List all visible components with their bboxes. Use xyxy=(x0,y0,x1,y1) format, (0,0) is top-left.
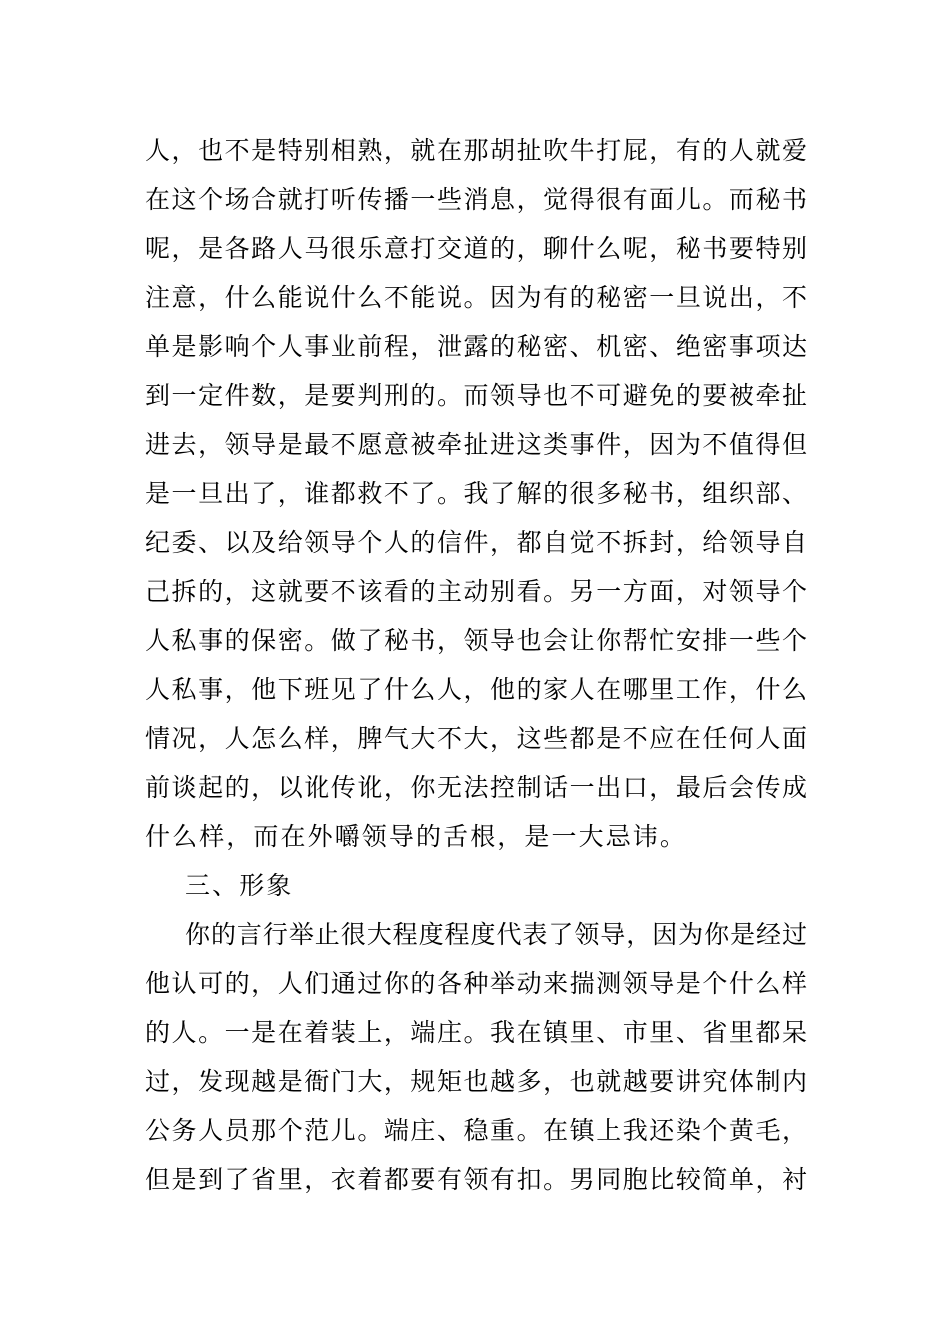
paragraph-last-line: 什么样，而在外嚼领导的舌根，是一大忌讳。 xyxy=(145,822,688,851)
paragraph-first-line: 你的言行举止很大程度程度代表了领导，因为你是经过 xyxy=(185,920,807,949)
paragraph-line: 到一定件数，是要判刑的。而领导也不可避免的要被牵扯 xyxy=(145,381,807,410)
paragraph-line: 单是影响个人事业前程，泄露的秘密、机密、绝密事项达 xyxy=(145,332,807,361)
paragraph-line: 人，也不是特别相熟，就在那胡扯吹牛打屁，有的人就爱 xyxy=(145,136,807,165)
paragraph-line: 纪委、以及给领导个人的信件，都自觉不拆封，给领导自 xyxy=(145,528,807,557)
paragraph-line: 注意，什么能说什么不能说。因为有的秘密一旦说出，不 xyxy=(145,283,807,312)
paragraph-line: 的人。一是在着装上，端庄。我在镇里、市里、省里都呆 xyxy=(145,1018,807,1047)
paragraph-line: 进去，领导是最不愿意被牵扯进这类事件，因为不值得但 xyxy=(145,430,807,459)
paragraph-line: 己拆的，这就要不该看的主动别看。另一方面，对领导个 xyxy=(145,577,807,606)
paragraph-line: 情况，人怎么样，脾气大不大，这些都是不应在任何人面 xyxy=(145,724,807,753)
paragraph-line: 过，发现越是衙门大，规矩也越多，也就越要讲究体制内 xyxy=(145,1067,807,1096)
paragraph-line: 在这个场合就打听传播一些消息，觉得很有面儿。而秘书 xyxy=(145,185,807,214)
document-page xyxy=(145,126,807,1204)
paragraph-line: 呢，是各路人马很乐意打交道的，聊什么呢，秘书要特别 xyxy=(145,234,807,263)
paragraph-line: 是一旦出了，谁都救不了。我了解的很多秘书，组织部、 xyxy=(145,479,807,508)
paragraph-line: 但是到了省里，衣着都要有领有扣。男同胞比较简单，衬 xyxy=(145,1165,807,1194)
paragraph-line: 人私事，他下班见了什么人，他的家人在哪里工作，什么 xyxy=(145,675,807,704)
paragraph-line: 他认可的，人们通过你的各种举动来揣测领导是个什么样 xyxy=(145,969,807,998)
section-heading: 三、形象 xyxy=(185,871,294,900)
paragraph-line: 人私事的保密。做了秘书，领导也会让你帮忙安排一些个 xyxy=(145,626,807,655)
paragraph-line: 前谈起的，以讹传讹，你无法控制话一出口，最后会传成 xyxy=(145,773,807,802)
paragraph-line: 公务人员那个范儿。端庄、稳重。在镇上我还染个黄毛， xyxy=(145,1116,807,1145)
